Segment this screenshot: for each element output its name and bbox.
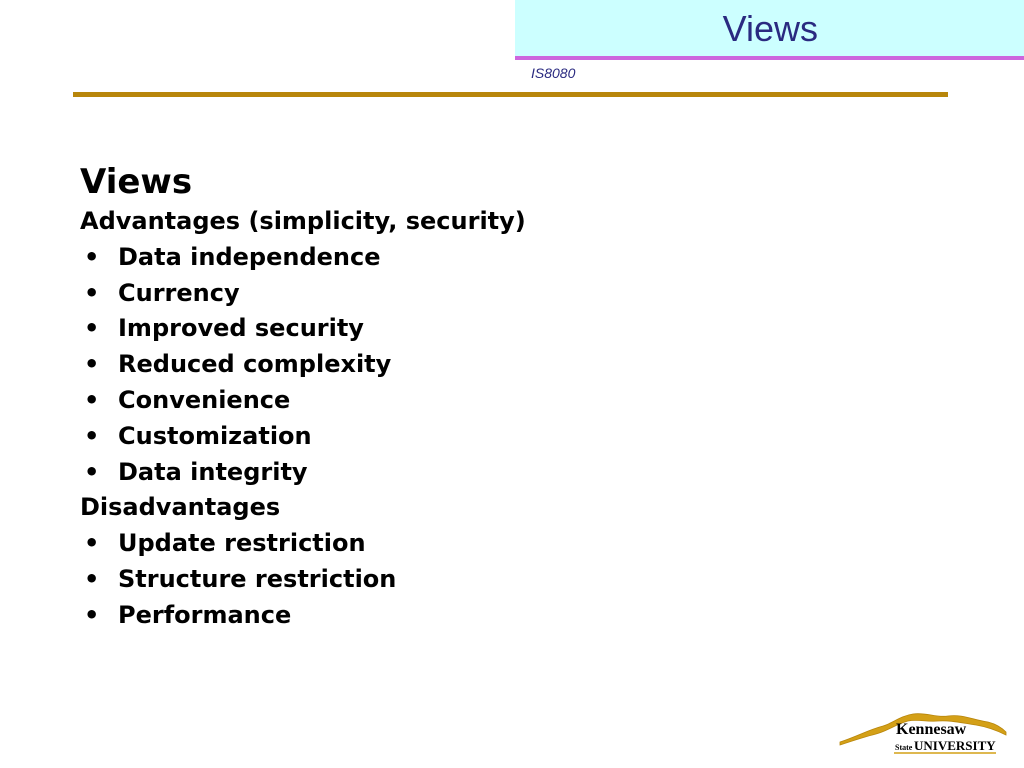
- list-item-label: Customization: [118, 421, 312, 450]
- list-item-label: Data integrity: [118, 457, 308, 486]
- body-heading: Views: [80, 162, 193, 202]
- list-item: [80, 455, 680, 491]
- list-item-label: Improved security: [118, 314, 364, 343]
- logo-wordmark-line1: Kennesaw: [896, 721, 967, 738]
- list-item-label: Performance: [118, 600, 292, 629]
- bullet-icon: •: [84, 278, 100, 307]
- list-item-label: Structure restriction: [118, 564, 397, 593]
- bullet-icon: •: [84, 421, 100, 450]
- list-item-label: Currency: [118, 278, 240, 307]
- bullet-icon: •: [84, 314, 100, 343]
- header-divider: [73, 92, 948, 97]
- bullet-icon: •: [84, 529, 100, 558]
- bullet-icon: •: [84, 350, 100, 379]
- logo-wordmark-university: UNIVERSITY: [914, 738, 996, 753]
- bullet-icon: •: [84, 242, 100, 271]
- disadvantages-heading: Disadvantages: [80, 493, 281, 522]
- list-item: [80, 562, 680, 598]
- slide-title: Views: [722, 8, 818, 49]
- list-item: [80, 526, 680, 562]
- disadvantages-list: [80, 526, 680, 633]
- title-box: [515, 0, 1024, 60]
- kennesaw-state-university-logo: [838, 706, 1008, 758]
- list-item: [80, 598, 680, 634]
- list-item: [80, 276, 680, 312]
- list-item-label: Update restriction: [118, 529, 366, 558]
- advantages-list: [80, 240, 680, 491]
- bullet-icon: •: [84, 457, 100, 486]
- list-item: [80, 419, 680, 455]
- list-item-label: Reduced complexity: [118, 350, 392, 379]
- bullet-icon: •: [84, 600, 100, 629]
- list-item-label: Convenience: [118, 385, 291, 414]
- list-item: [80, 347, 680, 383]
- list-item: [80, 383, 680, 419]
- bullet-icon: •: [84, 385, 100, 414]
- list-item-label: Data independence: [118, 242, 381, 271]
- course-code: IS8080: [531, 65, 576, 81]
- list-item: [80, 240, 680, 276]
- advantages-heading: Advantages (simplicity, security): [80, 207, 526, 235]
- bullet-icon: •: [84, 564, 100, 593]
- slide-body: [80, 160, 680, 634]
- logo-wordmark-state: State: [895, 743, 913, 752]
- list-item: [80, 311, 680, 347]
